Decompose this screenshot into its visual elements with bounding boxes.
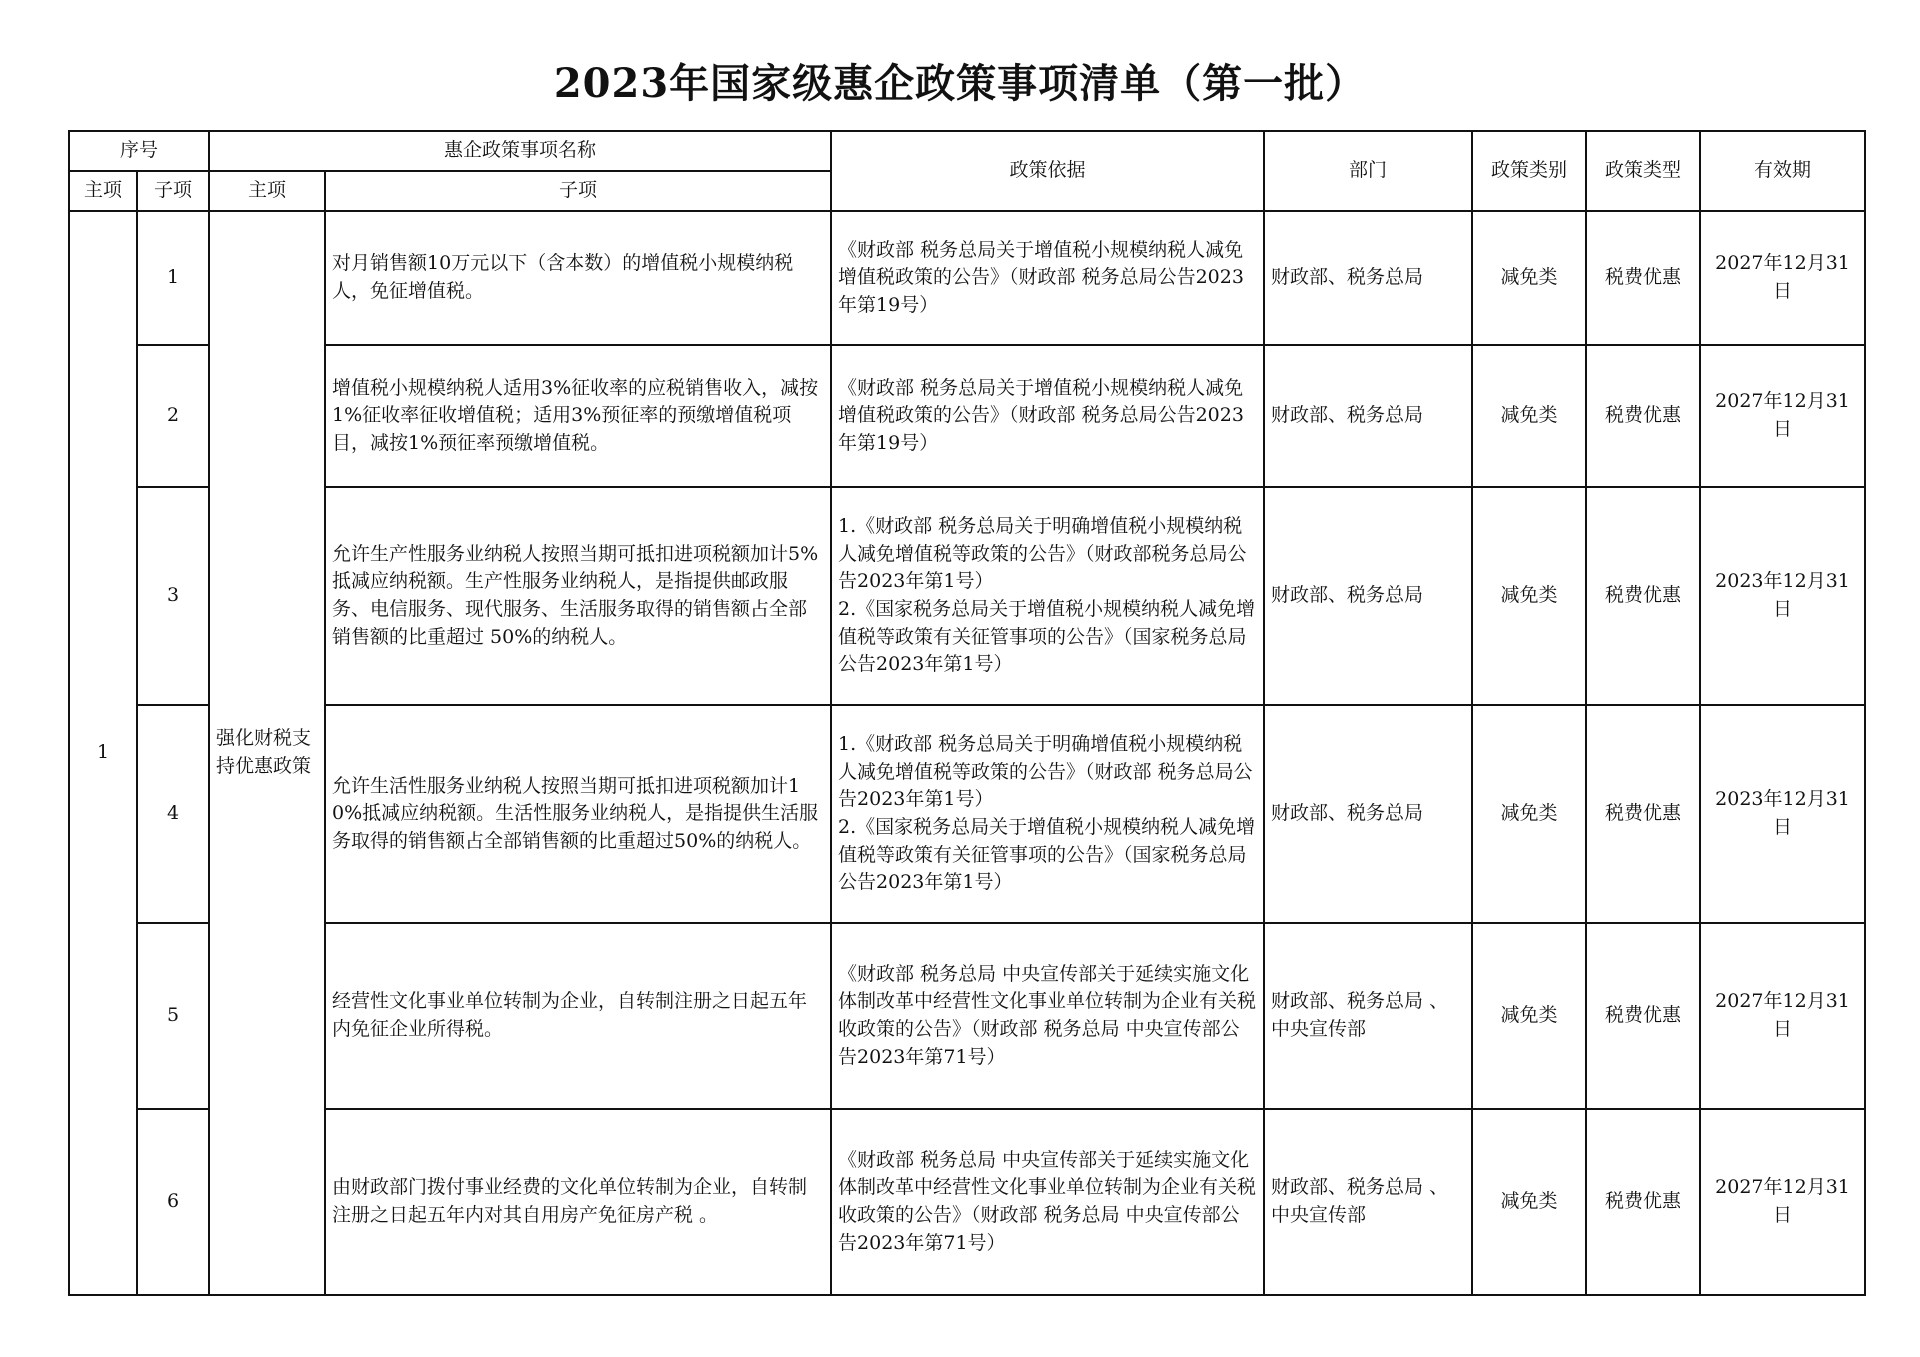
sub-item-content: 经营性文化事业单位转制为企业，自转制注册之日起五年内免征企业所得税。 (325, 923, 831, 1109)
table-row (69, 211, 1865, 345)
header-seq-sub: 子项 (137, 171, 209, 211)
sub-item-number: 3 (137, 487, 209, 705)
policy-type: 税费优惠 (1586, 705, 1700, 923)
sub-item-content: 允许生产性服务业纳税人按照当期可抵扣进项税额加计5%抵减应纳税额。生产性服务业纳税人，是指提供邮政服务、电信服务、现代服务、生活服务取得的销售额占全部销售额的比重超过 50%的纳税人。 (325, 487, 831, 705)
policy-basis: 《财政部 税务总局关于增值税小规模纳税人减免增值税政策的公告》（财政部 税务总局公告2023年第19号） (831, 345, 1264, 487)
header-row-1 (69, 131, 1865, 171)
main-item-number: 1 (69, 211, 137, 1295)
policy-category: 减免类 (1472, 705, 1586, 923)
sub-item-number: 6 (137, 1109, 209, 1295)
header-category: 政策类别 (1472, 131, 1586, 211)
page-title: 2023年国家级惠企政策事项清单（第一批） (553, 60, 1367, 107)
policy-category: 减免类 (1472, 487, 1586, 705)
department: 财政部、税务总局 、中央宣传部 (1264, 1109, 1472, 1295)
validity-date: 2027年12月31日 (1700, 923, 1865, 1109)
main-item-name: 强化财税支持优惠政策 (209, 211, 325, 1295)
header-name-sub: 子项 (325, 171, 831, 211)
header-seq-main: 主项 (69, 171, 137, 211)
table-row (69, 705, 1865, 923)
sub-item-content: 对月销售额10万元以下（含本数）的增值税小规模纳税人，免征增值税。 (325, 211, 831, 345)
department: 财政部、税务总局 (1264, 345, 1472, 487)
sub-item-number: 2 (137, 345, 209, 487)
policy-type: 税费优惠 (1586, 1109, 1700, 1295)
policy-basis: 《财政部 税务总局关于增值税小规模纳税人减免增值税政策的公告》（财政部 税务总局公告2023年第19号） (831, 211, 1264, 345)
validity-date: 2023年12月31日 (1700, 487, 1865, 705)
sub-item-number: 5 (137, 923, 209, 1109)
sub-item-content: 由财政部门拨付事业经费的文化单位转制为企业，自转制注册之日起五年内对其自用房产免征房产税 。 (325, 1109, 831, 1295)
policy-type: 税费优惠 (1586, 487, 1700, 705)
policy-basis: 《财政部 税务总局 中央宣传部关于延续实施文化体制改革中经营性文化事业单位转制为企业有关税收政策的公告》（财政部 税务总局 中央宣传部公告2023年第71号） (831, 923, 1264, 1109)
header-name-main: 主项 (209, 171, 325, 211)
policy-category: 减免类 (1472, 1109, 1586, 1295)
header-validity: 有效期 (1700, 131, 1865, 211)
header-basis: 政策依据 (831, 131, 1264, 211)
policy-basis: 《财政部 税务总局 中央宣传部关于延续实施文化体制改革中经营性文化事业单位转制为企业有关税收政策的公告》（财政部 税务总局 中央宣传部公告2023年第71号） (831, 1109, 1264, 1295)
validity-date: 2027年12月31日 (1700, 345, 1865, 487)
policy-category: 减免类 (1472, 211, 1586, 345)
policy-type: 税费优惠 (1586, 923, 1700, 1109)
sub-item-content: 允许生活性服务业纳税人按照当期可抵扣进项税额加计10%抵减应纳税额。生活性服务业纳税人，是指提供生活服务取得的销售额占全部销售额的比重超过50%的纳税人。 (325, 705, 831, 923)
policy-basis: 1.《财政部 税务总局关于明确增值税小规模纳税人减免增值税等政策的公告》（财政部税务总局公告2023年第1号） 2.《国家税务总局关于增值税小规模纳税人减免增值税等政策有关征管事项的公告》（国家税务总局公告2023年第1号） (831, 487, 1264, 705)
table-row (69, 1109, 1865, 1295)
policy-basis: 1.《财政部 税务总局关于明确增值税小规模纳税人减免增值税等政策的公告》（财政部 税务总局公告2023年第1号） 2.《国家税务总局关于增值税小规模纳税人减免增值税等政策有关征管事项的公告》（国家税务总局公告2023年第1号） (831, 705, 1264, 923)
table-row (69, 487, 1865, 705)
policy-category: 减免类 (1472, 345, 1586, 487)
table-row (69, 345, 1865, 487)
policy-type: 税费优惠 (1586, 211, 1700, 345)
sub-item-content: 增值税小规模纳税人适用3%征收率的应税销售收入，减按1%征收率征收增值税；适用3%预征率的预缴增值税项目，减按1%预征率预缴增值税。 (325, 345, 831, 487)
policy-type: 税费优惠 (1586, 345, 1700, 487)
department: 财政部、税务总局 (1264, 705, 1472, 923)
validity-date: 2027年12月31日 (1700, 1109, 1865, 1295)
department: 财政部、税务总局 (1264, 487, 1472, 705)
validity-date: 2027年12月31日 (1700, 211, 1865, 345)
header-type: 政策类型 (1586, 131, 1700, 211)
header-policy-name: 惠企政策事项名称 (209, 131, 831, 171)
table-row (69, 923, 1865, 1109)
validity-date: 2023年12月31日 (1700, 705, 1865, 923)
policy-table (68, 130, 1866, 1296)
department: 财政部、税务总局 、中央宣传部 (1264, 923, 1472, 1109)
department: 财政部、税务总局 (1264, 211, 1472, 345)
header-department: 部门 (1264, 131, 1472, 211)
policy-category: 减免类 (1472, 923, 1586, 1109)
sub-item-number: 1 (137, 211, 209, 345)
sub-item-number: 4 (137, 705, 209, 923)
header-seq: 序号 (69, 131, 209, 171)
